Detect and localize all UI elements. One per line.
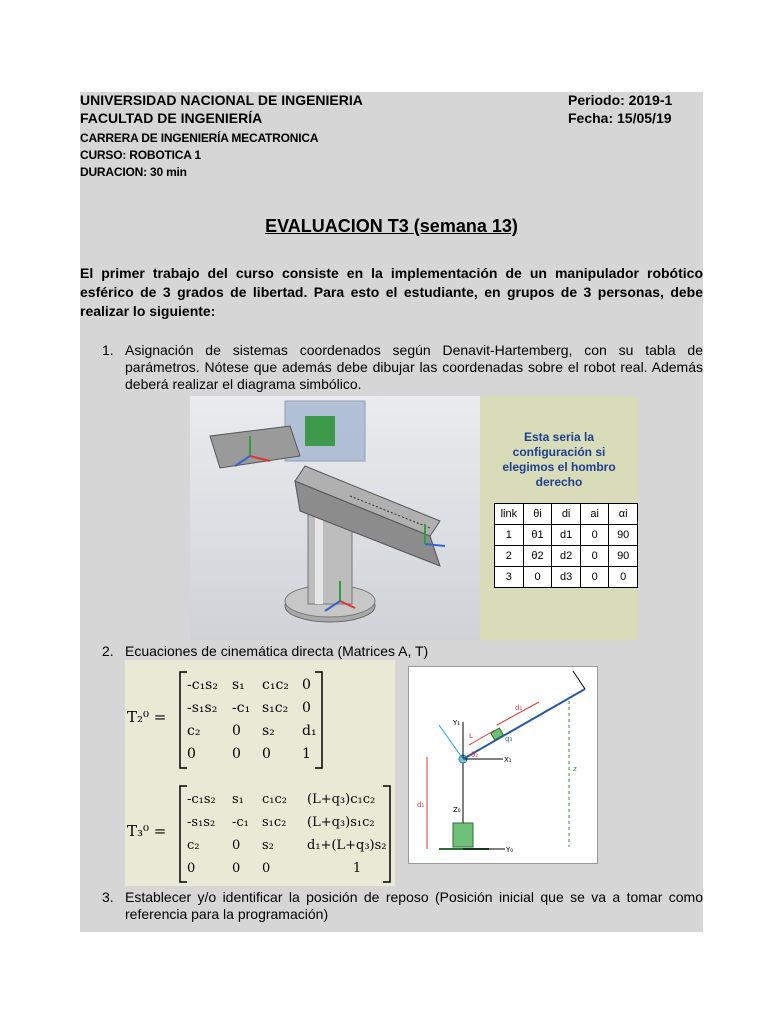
matrix-cell: 0 [187, 861, 196, 876]
matrix-t3 [187, 788, 407, 880]
y0-label: Y₀ [506, 846, 514, 854]
item-1-text: Asignación de sistemas coordenados según Denavit-Hartemberg, con su tabla de parámetros. Nótese que además debe dibujar las coordenadas sobre el robot real. Además deberá realizar el diagrama simbólico. [125, 342, 703, 392]
matrix-row [187, 857, 407, 880]
dh-cell: 90 [609, 525, 638, 546]
matrix-cell: -c₁s₂ [187, 792, 216, 807]
matrix-row [187, 674, 322, 697]
dh-header-cell: θi [523, 504, 552, 525]
matrix-cell: -s₁s₂ [187, 815, 216, 830]
matrix-row [187, 811, 407, 834]
matrix-cell: 0 [262, 746, 271, 762]
matrix-cell: (L+q₃)s₁c₂ [307, 815, 375, 830]
matrix-cell: s₁c₂ [262, 815, 287, 830]
matrix-cell: 0 [232, 746, 241, 762]
matrix-cell: d₁ [302, 723, 317, 739]
matrix-cell: 0 [187, 746, 196, 762]
matrix-cell: s₁ [232, 792, 244, 807]
header-university: UNIVERSIDAD NACIONAL DE INGENIERIA [80, 92, 363, 108]
theta2-label: θ₂ [471, 751, 479, 759]
matrix-cell: 0 [262, 861, 271, 876]
intro-paragraph: El primer trabajo del curso consiste en la implementación de un manipulador robótico esférico de 3 grados de libertad. Para esto el estudiante, en grupos de 3 personas, debe realizar lo siguiente: [80, 265, 703, 319]
dh-cell: θ2 [523, 546, 552, 567]
item-3-number: 3. [102, 889, 114, 905]
item-2-text: Ecuaciones de cinemática directa (Matrices A, T) [125, 643, 429, 659]
dh-cell: d2 [552, 546, 581, 567]
matrix-cell: s₂ [262, 838, 274, 853]
table-row [495, 546, 638, 567]
matrix-cell: c₂ [187, 838, 200, 853]
dh-header-cell: ai [580, 504, 609, 525]
matrix-row [187, 834, 407, 857]
dh-cell: d3 [552, 567, 581, 588]
d1-height-label: d₁ [417, 801, 425, 809]
dh-cell: 0 [580, 546, 609, 567]
header-period: Periodo: 2019-1 [568, 92, 673, 108]
dh-table [494, 503, 638, 588]
matrix-cell: c₂ [187, 723, 201, 739]
matrix-cell: 0 [232, 838, 241, 853]
header-career: CARRERA DE INGENIERÍA MECATRONICA [80, 131, 319, 145]
y1-label: Y₁ [453, 719, 461, 727]
matrix-cell: 0 [302, 677, 311, 693]
matrix-cell: d₁+(L+q₃)s₂ [307, 838, 387, 853]
matrix-t2 [187, 674, 322, 766]
matrix-cell: 1 [352, 861, 362, 876]
matrix-row [187, 743, 322, 766]
matrix-cell: 1 [302, 746, 311, 762]
matrix-row [187, 788, 407, 811]
d1-arm-label: d₁ [515, 704, 523, 712]
matrix-cell: 0 [232, 861, 241, 876]
matrix-cell: c₁c₂ [262, 792, 287, 807]
matrix-cell: c₁c₂ [262, 677, 289, 693]
dh-cell: 1 [495, 525, 524, 546]
matrix-cell: -c₁s₂ [187, 677, 218, 693]
matrix-row [187, 697, 322, 720]
document-page [80, 92, 703, 932]
matrix-t2-label: T₂⁰ = [127, 708, 167, 726]
page-title: EVALUACION T3 (semana 13) [265, 216, 518, 236]
matrix-cell: -c₁ [232, 700, 251, 716]
dh-cell: 0 [580, 525, 609, 546]
matrix-cell: s₁c₂ [262, 700, 289, 716]
header-course: CURSO: ROBOTICA 1 [80, 148, 201, 162]
table-row [495, 567, 638, 588]
q3-label: q₃ [505, 735, 513, 743]
forward-kinematics-matrices [125, 660, 395, 886]
header-duration: DURACION: 30 min [80, 165, 187, 179]
dh-parameter-panel [480, 396, 638, 640]
header-date: Fecha: 15/05/19 [568, 110, 672, 126]
matrix-cell: s₁ [232, 677, 245, 693]
table-row [495, 525, 638, 546]
dh-cell: d1 [552, 525, 581, 546]
z-height-label: z [573, 765, 577, 773]
matrix-t3-label: T₃⁰ = [127, 822, 167, 840]
matrix-cell: -s₁s₂ [187, 700, 218, 716]
matrix-cell: (L+q₃)c₁c₂ [307, 792, 376, 807]
z0-label: Z₀ [453, 806, 461, 814]
header-faculty: FACULTAD DE INGENIERÍA [80, 110, 263, 126]
dh-cell: 3 [495, 567, 524, 588]
x1-label: X₁ [504, 756, 512, 764]
dh-cell: 0 [609, 567, 638, 588]
dh-header-cell: αi [609, 504, 638, 525]
robot-3d-render [190, 396, 480, 640]
dh-cell: 0 [523, 567, 552, 588]
figure-caption: Esta seria la configuración si elegimos el hombro derecho [502, 430, 616, 489]
item-2-number: 2. [102, 643, 114, 659]
dh-cell: θ1 [523, 525, 552, 546]
dh-cell: 0 [580, 567, 609, 588]
item-3-text: Establecer y/o identificar la posición de reposo (Posición inicial que se va a tomar como referencia para la programación) [125, 889, 703, 922]
matrix-cell: 0 [302, 700, 311, 716]
robot-schematic-diagram [408, 666, 598, 864]
matrix-cell: 0 [232, 723, 241, 739]
dh-cell: 2 [495, 546, 524, 567]
dh-header-cell: di [552, 504, 581, 525]
matrix-row [187, 720, 322, 743]
dh-cell: 90 [609, 546, 638, 567]
dh-header-cell: link [495, 504, 524, 525]
matrix-cell: s₂ [262, 723, 275, 739]
item-1-number: 1. [102, 342, 114, 358]
link-length-label: L [469, 732, 473, 740]
dh-table-header [495, 504, 638, 525]
matrix-cell: -c₁ [232, 815, 249, 830]
